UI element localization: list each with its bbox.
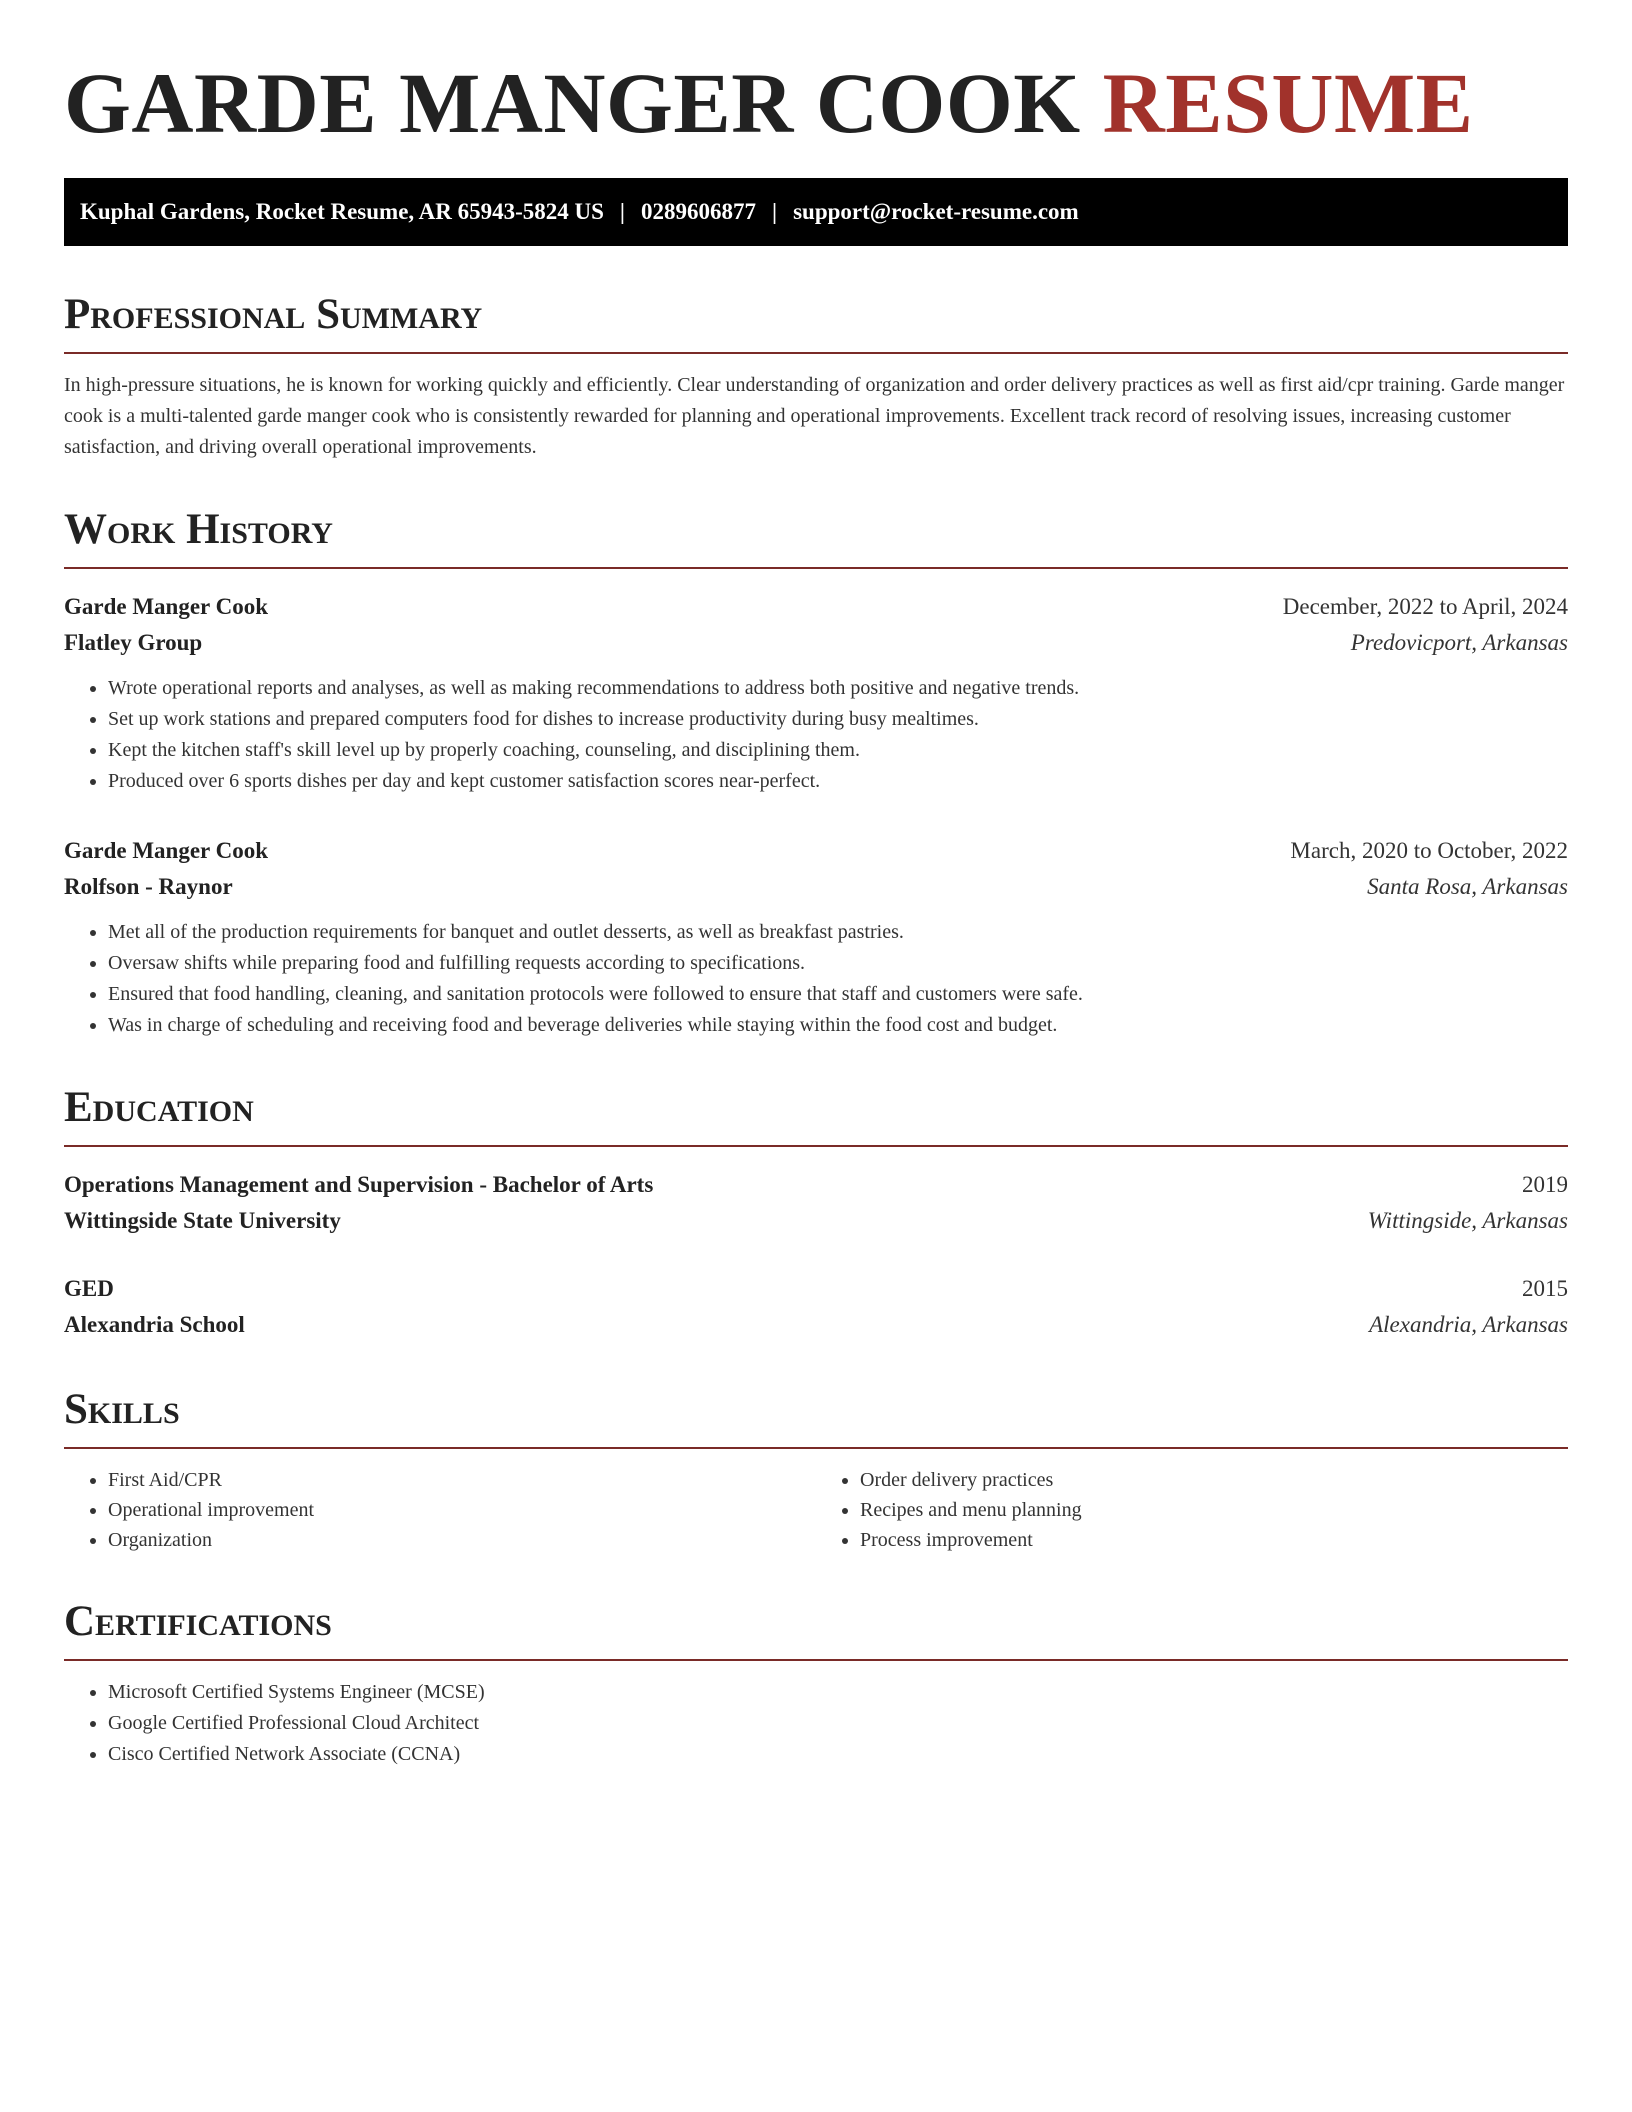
contact-separator: | <box>772 199 778 224</box>
education-school-row <box>64 1307 1568 1343</box>
certifications-section <box>64 1599 1568 1770</box>
skill-item: • Organization <box>108 1525 816 1555</box>
education-degree: Operations Management and Supervision - Bachelor of Arts <box>64 1172 654 1197</box>
title-main: GARDE MANGER COOK <box>64 55 1081 151</box>
skills-grid <box>64 1465 1568 1555</box>
education-entry <box>64 1167 1568 1239</box>
education-entry <box>64 1271 1568 1343</box>
job-title: Garde Manger Cook <box>64 594 269 619</box>
job-company: Rolfson - Raynor <box>64 874 233 899</box>
job-title: Garde Manger Cook <box>64 838 269 863</box>
section-heading-summary: Professional Summary <box>64 292 1568 354</box>
resume-title <box>64 55 1568 151</box>
job-duty: • Set up work stations and prepared computers food for dishes to increase productivity during busy mealtimes. <box>108 704 1568 735</box>
skills-section <box>64 1387 1568 1555</box>
education-location: Alexandria, Arkansas <box>1369 1312 1568 1337</box>
summary-section <box>64 292 1568 463</box>
job-duty: • Was in charge of scheduling and receiving food and beverage deliveries while staying within the food cost and budget. <box>108 1010 1568 1041</box>
education-section <box>64 1085 1568 1343</box>
education-degree: GED <box>64 1276 114 1301</box>
skill-item: • Order delivery practices <box>860 1465 1568 1495</box>
certification-item: • Microsoft Certified Systems Engineer (MCSE) <box>108 1677 1568 1708</box>
job-entry <box>64 589 1568 797</box>
contact-bar <box>64 178 1568 246</box>
summary-text: In high-pressure situations, he is known for working quickly and efficiently. Clear understanding of organization and order delivery practices as well as first aid/cpr training. Garde manger cook is a multi-talented garde manger cook who is consistently rewarded for planning and operational improvements. Excellent track record of resolving issues, increasing customer satisfaction, and driving overall operational improvements. <box>64 374 1565 458</box>
skill-item: • Process improvement <box>860 1525 1568 1555</box>
job-dates: March, 2020 to October, 2022 <box>1290 838 1568 863</box>
education-year: 2015 <box>1522 1276 1568 1301</box>
job-company-row <box>64 869 1568 905</box>
education-header-row <box>64 1271 1568 1307</box>
skills-list-left <box>64 1465 816 1555</box>
job-duty: • Ensured that food handling, cleaning, and sanitation protocols were followed to ensure that staff and customers were safe. <box>108 979 1568 1010</box>
job-location: Santa Rosa, Arkansas <box>1367 874 1568 899</box>
skills-list-right <box>816 1465 1568 1555</box>
job-duties-list <box>64 673 1568 797</box>
section-heading-work-history: Work History <box>64 507 1568 569</box>
contact-address: Kuphal Gardens, Rocket Resume, AR 65943-5824 US <box>80 199 604 224</box>
section-heading-skills: Skills <box>64 1387 1568 1449</box>
education-school: Wittingside State University <box>64 1208 341 1233</box>
job-duty: • Oversaw shifts while preparing food and fulfilling requests according to specifications. <box>108 948 1568 979</box>
education-year: 2019 <box>1522 1172 1568 1197</box>
certification-item: • Cisco Certified Network Associate (CCNA) <box>108 1739 1568 1770</box>
contact-email: support@rocket-resume.com <box>793 199 1079 224</box>
education-school-row <box>64 1203 1568 1239</box>
contact-separator: | <box>619 199 625 224</box>
title-accent: RESUME <box>1102 55 1474 151</box>
job-header-row <box>64 589 1568 625</box>
job-location: Predovicport, Arkansas <box>1350 630 1568 655</box>
section-heading-education: Education <box>64 1085 1568 1147</box>
skill-item: • Operational improvement <box>108 1495 816 1525</box>
education-school: Alexandria School <box>64 1312 245 1337</box>
work-history-section <box>64 507 1568 1041</box>
job-entry <box>64 833 1568 1041</box>
job-duty: • Met all of the production requirements for banquet and outlet desserts, as well as breakfast pastries. <box>108 917 1568 948</box>
job-duty: • Kept the kitchen staff's skill level up by properly coaching, counseling, and disciplining them. <box>108 735 1568 766</box>
certifications-list <box>64 1677 1568 1770</box>
job-duties-list <box>64 917 1568 1041</box>
job-duty: • Wrote operational reports and analyses, as well as making recommendations to address both positive and negative trends. <box>108 673 1568 704</box>
skill-item: • Recipes and menu planning <box>860 1495 1568 1525</box>
education-header-row <box>64 1167 1568 1203</box>
job-duty: • Produced over 6 sports dishes per day and kept customer satisfaction scores near-perfect. <box>108 766 1568 797</box>
certification-item: • Google Certified Professional Cloud Architect <box>108 1708 1568 1739</box>
job-company-row <box>64 625 1568 661</box>
resume-page <box>64 0 1568 1770</box>
section-heading-certifications: Certifications <box>64 1599 1568 1661</box>
job-company: Flatley Group <box>64 630 203 655</box>
job-header-row <box>64 833 1568 869</box>
skill-item: • First Aid/CPR <box>108 1465 816 1495</box>
education-location: Wittingside, Arkansas <box>1367 1208 1568 1233</box>
contact-phone: 0289606877 <box>641 199 756 224</box>
job-dates: December, 2022 to April, 2024 <box>1282 594 1568 619</box>
